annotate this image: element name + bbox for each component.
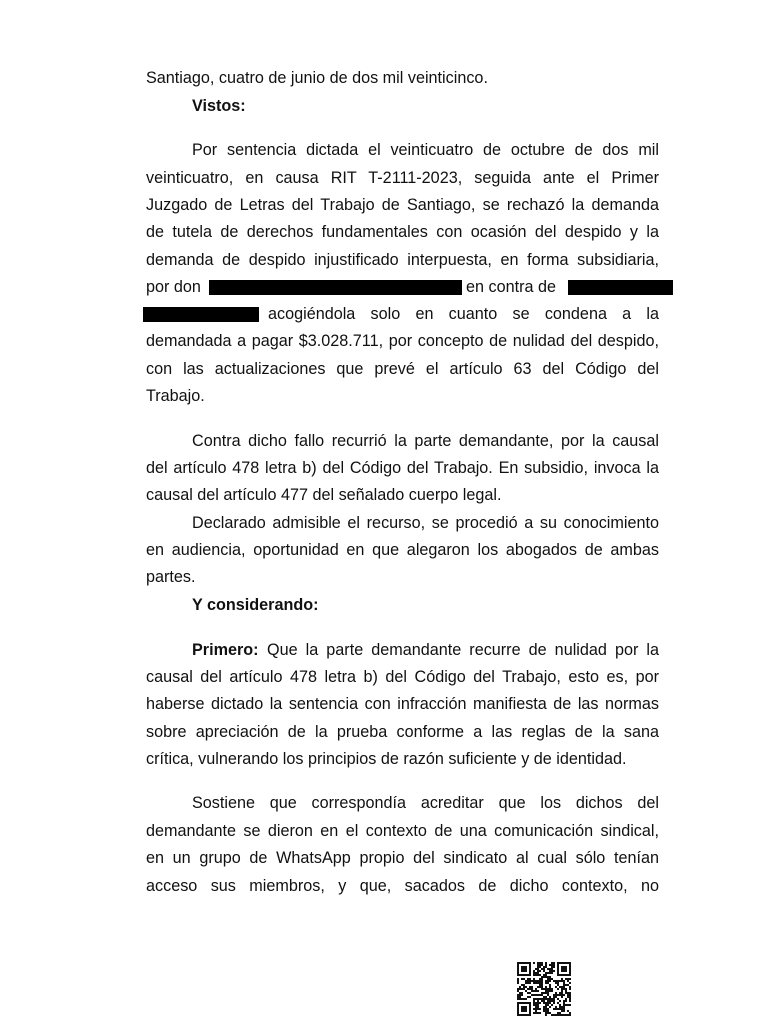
paragraph-line: causal del artículo 477 del señalado cuerpo legal.: [146, 486, 502, 504]
redaction-bar: [143, 307, 259, 322]
paragraph-line: con las actualizaciones que prevé el artículo 63 del Código del: [146, 360, 659, 378]
paragraph-line: de tutela de derechos fundamentales con ocasión del despido y la: [146, 223, 659, 241]
paragraph-line: del artículo 478 letra b) del Código del Trabajo. En subsidio, invoca la: [146, 459, 659, 477]
paragraph-line: acogiéndola solo en cuanto se condena a la: [268, 305, 659, 323]
paragraph-line: demandante se dieron en el contexto de una comunicación sindical,: [146, 822, 659, 840]
paragraph-line: en contra de: [466, 278, 556, 296]
paragraph-line: Que la parte demandante recurre de nulidad por la: [267, 641, 659, 659]
heading-considerando: Y considerando:: [192, 596, 319, 614]
paragraph-line: en un grupo de WhatsApp propio del sindicato al cual sólo tenían: [146, 849, 659, 867]
redaction-bar: [568, 280, 673, 295]
qr-code-icon: [517, 962, 571, 1016]
redaction-bar: [209, 280, 462, 295]
paragraph-line: partes.: [146, 568, 196, 586]
paragraph-line: Trabajo.: [146, 387, 205, 405]
paragraph-line: causal del artículo 478 letra b) del Código del Trabajo, esto es, por: [146, 668, 659, 686]
clause-label: Primero:: [192, 641, 259, 659]
paragraph-line: acceso sus miembros, y que, sacados de dicho contexto, no: [146, 877, 659, 895]
paragraph-line: crítica, vulnerando los principios de razón suficiente y de identidad.: [146, 750, 627, 768]
paragraph-line: Por sentencia dictada el veinticuatro de octubre de dos mil: [192, 141, 659, 159]
paragraph-line: Declarado admisible el recurso, se procedió a su conocimiento: [192, 514, 659, 532]
paragraph-line: haberse dictado la sentencia con infracción manifiesta de las normas: [146, 695, 659, 713]
paragraph-line: Contra dicho fallo recurrió la parte demandante, por la causal: [192, 432, 659, 450]
heading-vistos: Vistos:: [192, 97, 246, 115]
paragraph-line: veinticuatro, en causa RIT T-2111-2023, seguida ante el Primer: [146, 169, 659, 187]
paragraph-line: Sostiene que correspondía acreditar que los dichos del: [192, 794, 659, 812]
paragraph-line: demanda de despido injustificado interpuesta, en forma subsidiaria,: [146, 251, 659, 269]
date-line: Santiago, cuatro de junio de dos mil veinticinco.: [146, 69, 488, 87]
paragraph-line: en audiencia, oportunidad en que alegaron los abogados de ambas: [146, 541, 659, 559]
paragraph-line: sobre apreciación de la prueba conforme a las reglas de la sana: [146, 723, 659, 741]
paragraph-line: por don: [146, 278, 201, 296]
paragraph-line: Juzgado de Letras del Trabajo de Santiago, se rechazó la demanda: [146, 196, 659, 214]
paragraph-line: demandada a pagar $3.028.711, por concepto de nulidad del despido,: [146, 332, 659, 350]
